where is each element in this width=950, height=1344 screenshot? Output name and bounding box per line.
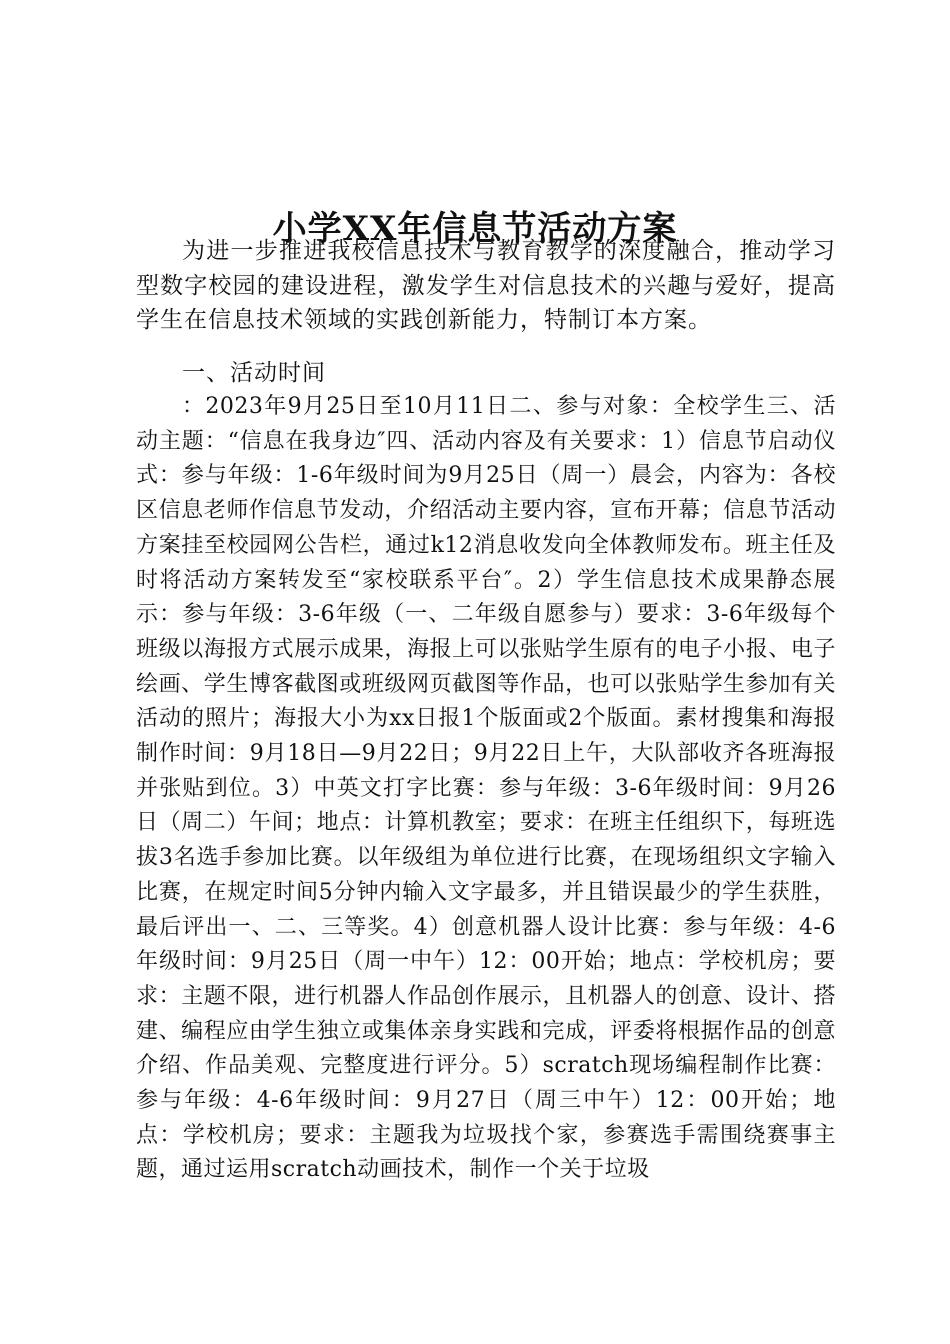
section-heading-activity-time: 一、活动时间 bbox=[182, 360, 326, 386]
body-paragraph: ：2023年9月25日至10月11日二、参与对象：全校学生三、活动主题：“信息在我身边″四、活动内容及有关要求：1）信息节启动仪式：参与年级：1-6年级时间为9月25日（周一）晨会，内容为：各校区信息老师作信息节发动，介绍活动主要内容，宣布开幕；信息节活动方案挂至校园网公告栏，通过k12消息收发向全体教师发布。班主任及时将活动方案转发至“家校联系平台″。2）学生信息技术成果静态展示：参与年级：3-6年级（一、二年级自愿参与）要求：3-6年级每个班级以海报方式展示成果，海报上可以张贴学生原有的电子小报、电子绘画、学生博客截图或班级网页截图等作品，也可以张贴学生参加有关活动的照片；海报大小为xx日报1个版面或2个版面。素材搜集和海报制作时间：9月18日—9月22日；9月22日上午，大队部收齐各班海报并张贴到位。3）中英文打字比赛：参与年级：3-6年级时间：9月26日（周二）午间；地点：计算机教室；要求：在班主任组织下，每班选拔3名选手参加比赛。以年级组为单位进行比赛，在现场组织文字输入比赛，在规定时间5分钟内输入文字最多，并且错误最少的学生获胜，最后评出一、二、三等奖。4）创意机器人设计比赛：参与年级：4-6年级时间：9月25日（周一中午）12：00开始；地点：学校机房；要求：主题不限，进行机器人作品创作展示，且机器人的创意、设计、搭建、编程应由学生独立或集体亲身实践和完成，评委将根据作品的创意介绍、作品美观、完整度进行评分。5）scratch现场编程制作比赛：参与年级：4-6年级时间：9月27日（周三中午）12：00开始；地点：学校机房；要求：主题我为垃圾找个家，参赛选手需围绕赛事主题，通过运用scratch动画技术，制作一个关于垃圾 bbox=[136, 394, 836, 1183]
document-title: 小学XX年信息节活动方案 bbox=[272, 208, 678, 249]
intro-paragraph: 为进一步推进我校信息技术与教育教学的深度融合，推动学习型数字校园的建设进程，激发学生对信息技术的兴趣与爱好，提高学生在信息技术领域的实践创新能力，特制订本方案。 bbox=[136, 238, 836, 333]
